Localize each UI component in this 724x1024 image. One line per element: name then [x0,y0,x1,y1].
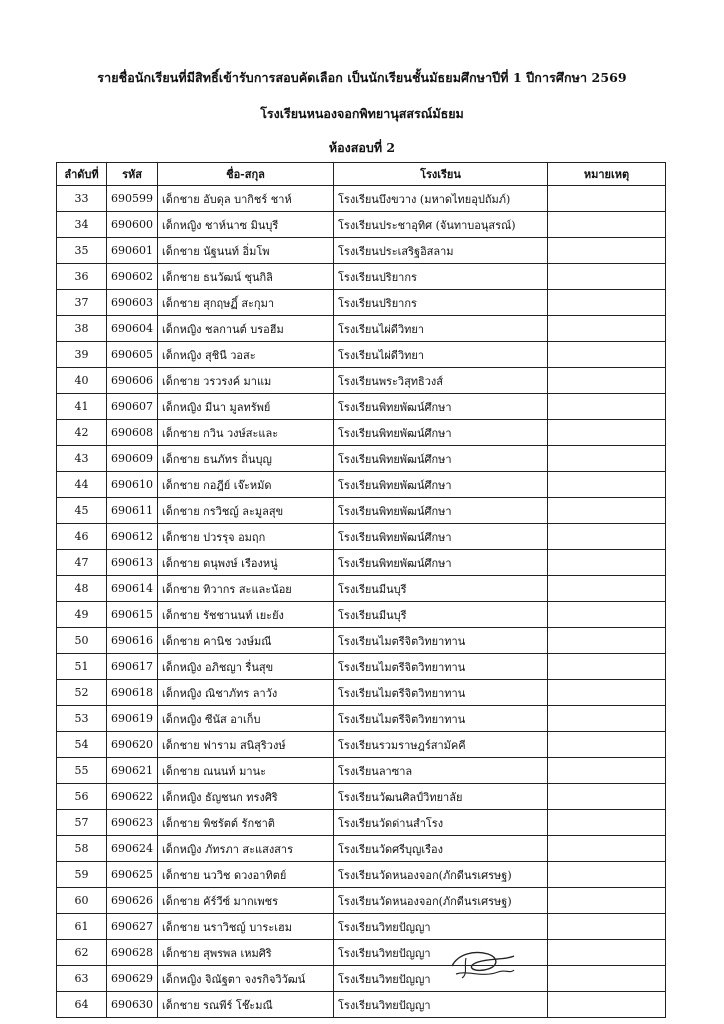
table-row [57,888,666,914]
table-row [57,394,666,420]
cell-code: 690625 [107,862,158,888]
exam-room: ห้องสอบที่ 2 [328,140,396,155]
cell-no: 59 [57,862,107,888]
cell-code: 690618 [107,680,158,706]
cell-school: โรงเรียนพิทยพัฒน์ศึกษา [334,550,548,576]
cell-school: โรงเรียนไมตรีจิตวิทยาทาน [334,628,548,654]
cell-note [548,888,666,914]
cell-note [548,966,666,992]
cell-name: เด็กหญิง สุชินี วอสะ [158,342,334,368]
table-row [57,680,666,706]
cell-school: โรงเรียนวัดศรีบุญเรือง [334,836,548,862]
table-row [57,628,666,654]
cell-code: 690613 [107,550,158,576]
table-row [57,368,666,394]
table-row [57,836,666,862]
cell-code: 690616 [107,628,158,654]
cell-name: เด็กหญิง ชลกานต์ บรอฮีม [158,316,334,342]
cell-no: 38 [57,316,107,342]
cell-no: 35 [57,238,107,264]
table-row [57,784,666,810]
cell-code: 690630 [107,992,158,1018]
cell-note [548,238,666,264]
cell-no: 43 [57,446,107,472]
cell-code: 690601 [107,238,158,264]
cell-name: เด็กชาย กรวิชญ์ ละมูลสุข [158,498,334,524]
cell-code: 690610 [107,472,158,498]
cell-school: โรงเรียนปริยากร [334,290,548,316]
column-header-name: ชื่อ-สกุล [158,163,334,186]
cell-code: 690615 [107,602,158,628]
cell-no: 40 [57,368,107,394]
cell-no: 46 [57,524,107,550]
table-row [57,992,666,1018]
cell-no: 48 [57,576,107,602]
cell-no: 49 [57,602,107,628]
cell-note [548,732,666,758]
table-row [57,446,666,472]
handwritten-signature-icon [448,944,518,988]
cell-school: โรงเรียนไมตรีจิตวิทยาทาน [334,680,548,706]
cell-name: เด็กชาย ฟาราม สนิสุริวงษ์ [158,732,334,758]
cell-no: 39 [57,342,107,368]
cell-school: โรงเรียนพิทยพัฒน์ศึกษา [334,420,548,446]
cell-no: 37 [57,290,107,316]
cell-note [548,914,666,940]
cell-no: 50 [57,628,107,654]
cell-school: โรงเรียนวัดหนองจอก(ภักดีนรเศรษฐ) [334,862,548,888]
cell-name: เด็กชาย ทิวากร สะและน้อย [158,576,334,602]
cell-school: โรงเรียนวิทยปัญญา [334,992,548,1018]
cell-school: โรงเรียนลาซาล [334,758,548,784]
cell-name: เด็กชาย สุพรพล เหมศิริ [158,940,334,966]
cell-code: 690603 [107,290,158,316]
table-row [57,498,666,524]
cell-no: 60 [57,888,107,914]
cell-code: 690599 [107,186,158,212]
cell-name: เด็กหญิง มีนา มูลทรัพย์ [158,394,334,420]
cell-name: เด็กชาย คัร์วีซ์ มากเพชร [158,888,334,914]
cell-school: โรงเรียนวัฒนศิลป์วิทยาลัย [334,784,548,810]
cell-code: 690608 [107,420,158,446]
cell-code: 690628 [107,940,158,966]
cell-name: เด็กชาย ธนภัทร ถิ่นบุญ [158,446,334,472]
cell-school: โรงเรียนวิทยปัญญา [334,966,548,992]
cell-code: 690609 [107,446,158,472]
cell-code: 690607 [107,394,158,420]
cell-no: 45 [57,498,107,524]
table-row [57,316,666,342]
cell-note [548,342,666,368]
cell-no: 42 [57,420,107,446]
cell-no: 54 [57,732,107,758]
cell-no: 63 [57,966,107,992]
cell-note [548,420,666,446]
cell-code: 690612 [107,524,158,550]
cell-no: 51 [57,654,107,680]
cell-no: 47 [57,550,107,576]
cell-name: เด็กชาย สุกฤษฏิ์ สะกุมา [158,290,334,316]
cell-school: โรงเรียนมีนบุรี [334,602,548,628]
cell-no: 52 [57,680,107,706]
cell-code: 690614 [107,576,158,602]
cell-school: โรงเรียนประเสริฐอิสลาม [334,238,548,264]
cell-note [548,212,666,238]
cell-code: 690629 [107,966,158,992]
table-row [57,550,666,576]
cell-name: เด็กชาย ปวรรุจ อมฤก [158,524,334,550]
cell-school: โรงเรียนวิทยปัญญา [334,940,548,966]
cell-name: เด็กชาย กอฎีย์ เจ๊ะหมัด [158,472,334,498]
cell-school: โรงเรียนบึงขวาง (มหาดไทยอุปถัมภ์) [334,186,548,212]
cell-name: เด็กชาย นววิช ดวงอาทิตย์ [158,862,334,888]
cell-name: เด็กหญิง ซีนัส อาเก็บ [158,706,334,732]
column-header-no: ลำดับที่ [57,163,107,186]
cell-name: เด็กชาย คานิช วงษ์มณี [158,628,334,654]
cell-no: 53 [57,706,107,732]
cell-note [548,628,666,654]
cell-code: 690604 [107,316,158,342]
cell-no: 36 [57,264,107,290]
cell-no: 61 [57,914,107,940]
cell-name: เด็กชาย พิชรัตต์ รักชาติ [158,810,334,836]
cell-school: โรงเรียนไผ่ดีวิทยา [334,316,548,342]
table-row [57,732,666,758]
cell-no: 56 [57,784,107,810]
cell-name: เด็กหญิง ชาห์นาซ มินบุรี [158,212,334,238]
cell-name: เด็กชาย ธนวัฒน์ ชุนกิลิ [158,264,334,290]
table-header-row [57,163,666,186]
cell-code: 690624 [107,836,158,862]
cell-no: 62 [57,940,107,966]
cell-school: โรงเรียนมีนบุรี [334,576,548,602]
cell-name: เด็กชาย รัชชานนท์ เยะยัง [158,602,334,628]
table-row [57,186,666,212]
table-row [57,264,666,290]
cell-school: โรงเรียนวิทยปัญญา [334,914,548,940]
cell-note [548,758,666,784]
cell-note [548,940,666,966]
column-header-school: โรงเรียน [334,163,548,186]
table-row [57,862,666,888]
cell-note [548,706,666,732]
cell-school: โรงเรียนพิทยพัฒน์ศึกษา [334,394,548,420]
cell-code: 690606 [107,368,158,394]
cell-name: เด็กชาย อับดุล บากิชร์ ชาห์ [158,186,334,212]
cell-note [548,550,666,576]
cell-note [548,498,666,524]
cell-name: เด็กชาย ดนุพงษ์ เรืองหนู่ [158,550,334,576]
cell-no: 44 [57,472,107,498]
cell-code: 690600 [107,212,158,238]
table-row [57,238,666,264]
table-row [57,914,666,940]
cell-note [548,524,666,550]
table-row [57,420,666,446]
cell-school: โรงเรียนประชาอุทิศ (จันทาบอนุสรณ์) [334,212,548,238]
cell-name: เด็กชาย รณพีร์ โช๊ะมณี [158,992,334,1018]
cell-code: 690626 [107,888,158,914]
student-table [56,162,666,1018]
cell-school: โรงเรียนรวมราษฎร์สามัคคี [334,732,548,758]
cell-note [548,446,666,472]
cell-note [548,836,666,862]
cell-note [548,316,666,342]
cell-name: เด็กหญิง ภัทรภา สะแสงสาร [158,836,334,862]
cell-no: 41 [57,394,107,420]
cell-note [548,290,666,316]
cell-code: 690627 [107,914,158,940]
table-row [57,602,666,628]
cell-name: เด็กชาย ณนนท์ มานะ [158,758,334,784]
table-row [57,342,666,368]
cell-name: เด็กหญิง อภิชญา รื่นสุข [158,654,334,680]
cell-name: เด็กหญิง ธัญชนก ทรงศิริ [158,784,334,810]
cell-note [548,576,666,602]
cell-note [548,472,666,498]
cell-school: โรงเรียนไมตรีจิตวิทยาทาน [334,654,548,680]
cell-code: 690617 [107,654,158,680]
cell-note [548,992,666,1018]
cell-code: 690602 [107,264,158,290]
cell-school: โรงเรียนไผ่ดีวิทยา [334,342,548,368]
cell-no: 64 [57,992,107,1018]
column-header-note: หมายเหตุ [548,163,666,186]
cell-school: โรงเรียนวัดหนองจอก(ภักดีนรเศรษฐ) [334,888,548,914]
table-row [57,524,666,550]
cell-note [548,810,666,836]
table-row [57,576,666,602]
cell-school: โรงเรียนพิทยพัฒน์ศึกษา [334,524,548,550]
cell-name: เด็กชาย นัฐนนท์ อิ่มโพ [158,238,334,264]
cell-note [548,602,666,628]
school-name: โรงเรียนหนองจอกพิทยานุสสรณ์มัธยม [260,106,464,121]
cell-code: 690623 [107,810,158,836]
cell-code: 690611 [107,498,158,524]
table-row [57,212,666,238]
table-row [57,940,666,966]
table-row [57,758,666,784]
cell-note [548,862,666,888]
cell-code: 690621 [107,758,158,784]
table-row [57,654,666,680]
cell-school: โรงเรียนพิทยพัฒน์ศึกษา [334,498,548,524]
cell-school: โรงเรียนวัดด่านสำโรง [334,810,548,836]
cell-code: 690605 [107,342,158,368]
cell-name: เด็กชาย นราวิชญ์ บาระเฮม [158,914,334,940]
column-header-code: รหัส [107,163,158,186]
table-row [57,810,666,836]
cell-name: เด็กหญิง จิณัฐตา จงรกิจวิวัฒน์ [158,966,334,992]
cell-note [548,368,666,394]
cell-note [548,680,666,706]
table-row [57,290,666,316]
cell-school: โรงเรียนพิทยพัฒน์ศึกษา [334,472,548,498]
table-row [57,966,666,992]
cell-no: 58 [57,836,107,862]
cell-name: เด็กชาย วรวรงค์ มาแม [158,368,334,394]
table-row [57,472,666,498]
cell-note [548,784,666,810]
cell-no: 33 [57,186,107,212]
cell-code: 690619 [107,706,158,732]
cell-no: 34 [57,212,107,238]
cell-note [548,186,666,212]
document-title: รายชื่อนักเรียนที่มีสิทธิ์เข้ารับการสอบคัดเลือก เป็นนักเรียนชั้นมัธยมศึกษาปีที่ 1 ปีการศึกษา 2569 [97,70,627,85]
cell-name: เด็กหญิง ณิชาภัทร ลาวัง [158,680,334,706]
cell-name: เด็กชาย กวิน วงษ์สะและ [158,420,334,446]
cell-note [548,394,666,420]
cell-school: โรงเรียนปริยากร [334,264,548,290]
cell-no: 55 [57,758,107,784]
table-row [57,706,666,732]
cell-school: โรงเรียนไมตรีจิตวิทยาทาน [334,706,548,732]
cell-school: โรงเรียนพิทยพัฒน์ศึกษา [334,446,548,472]
cell-code: 690622 [107,784,158,810]
cell-note [548,654,666,680]
cell-no: 57 [57,810,107,836]
cell-school: โรงเรียนพระวิสุทธิวงส์ [334,368,548,394]
cell-note [548,264,666,290]
cell-code: 690620 [107,732,158,758]
